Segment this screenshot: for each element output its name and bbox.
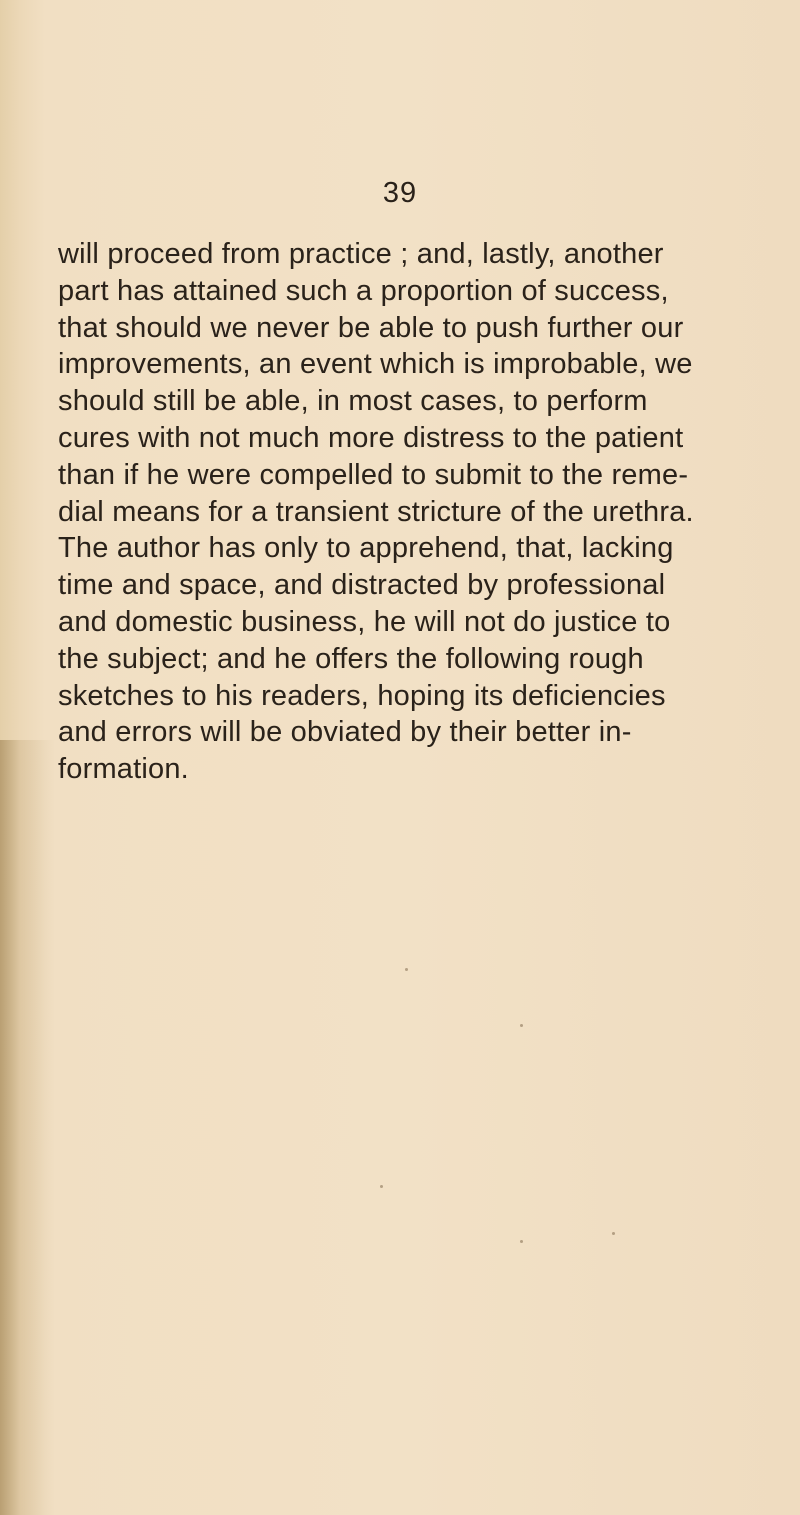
text-line: and domestic business, he will not do justice to bbox=[58, 605, 671, 638]
text-line: dial means for a transient stricture of the urethra. bbox=[58, 495, 694, 528]
text-line: cures with not much more distress to the patient bbox=[58, 421, 684, 454]
text-line: improvements, an event which is improbable, we bbox=[58, 348, 693, 381]
binding-shadow bbox=[0, 740, 55, 1515]
text-line: should still be able, in most cases, to perform bbox=[58, 385, 648, 418]
text-line: and errors will be obviated by their better in- bbox=[58, 716, 632, 749]
paper-speck bbox=[405, 968, 408, 971]
paper-speck bbox=[520, 1240, 523, 1243]
text-line: than if he were compelled to submit to the reme- bbox=[58, 458, 689, 491]
text-line: time and space, and distracted by professional bbox=[58, 569, 666, 602]
text-line: will proceed from practice ; and, lastly, another bbox=[58, 238, 664, 270]
body-paragraph bbox=[58, 236, 800, 788]
text-line: sketches to his readers, hoping its deficiencies bbox=[58, 679, 666, 712]
paper-speck bbox=[612, 1232, 615, 1235]
paper-speck bbox=[380, 1185, 383, 1188]
paper-speck bbox=[520, 1024, 523, 1027]
text-line: the subject; and he offers the following rough bbox=[58, 642, 644, 675]
text-line: formation. bbox=[58, 753, 189, 786]
text-line: part has attained such a proportion of success, bbox=[58, 274, 669, 307]
text-line: that should we never be able to push further our bbox=[58, 311, 684, 344]
text-line: The author has only to apprehend, that, lacking bbox=[58, 532, 674, 565]
page-number: 39 bbox=[382, 177, 418, 209]
